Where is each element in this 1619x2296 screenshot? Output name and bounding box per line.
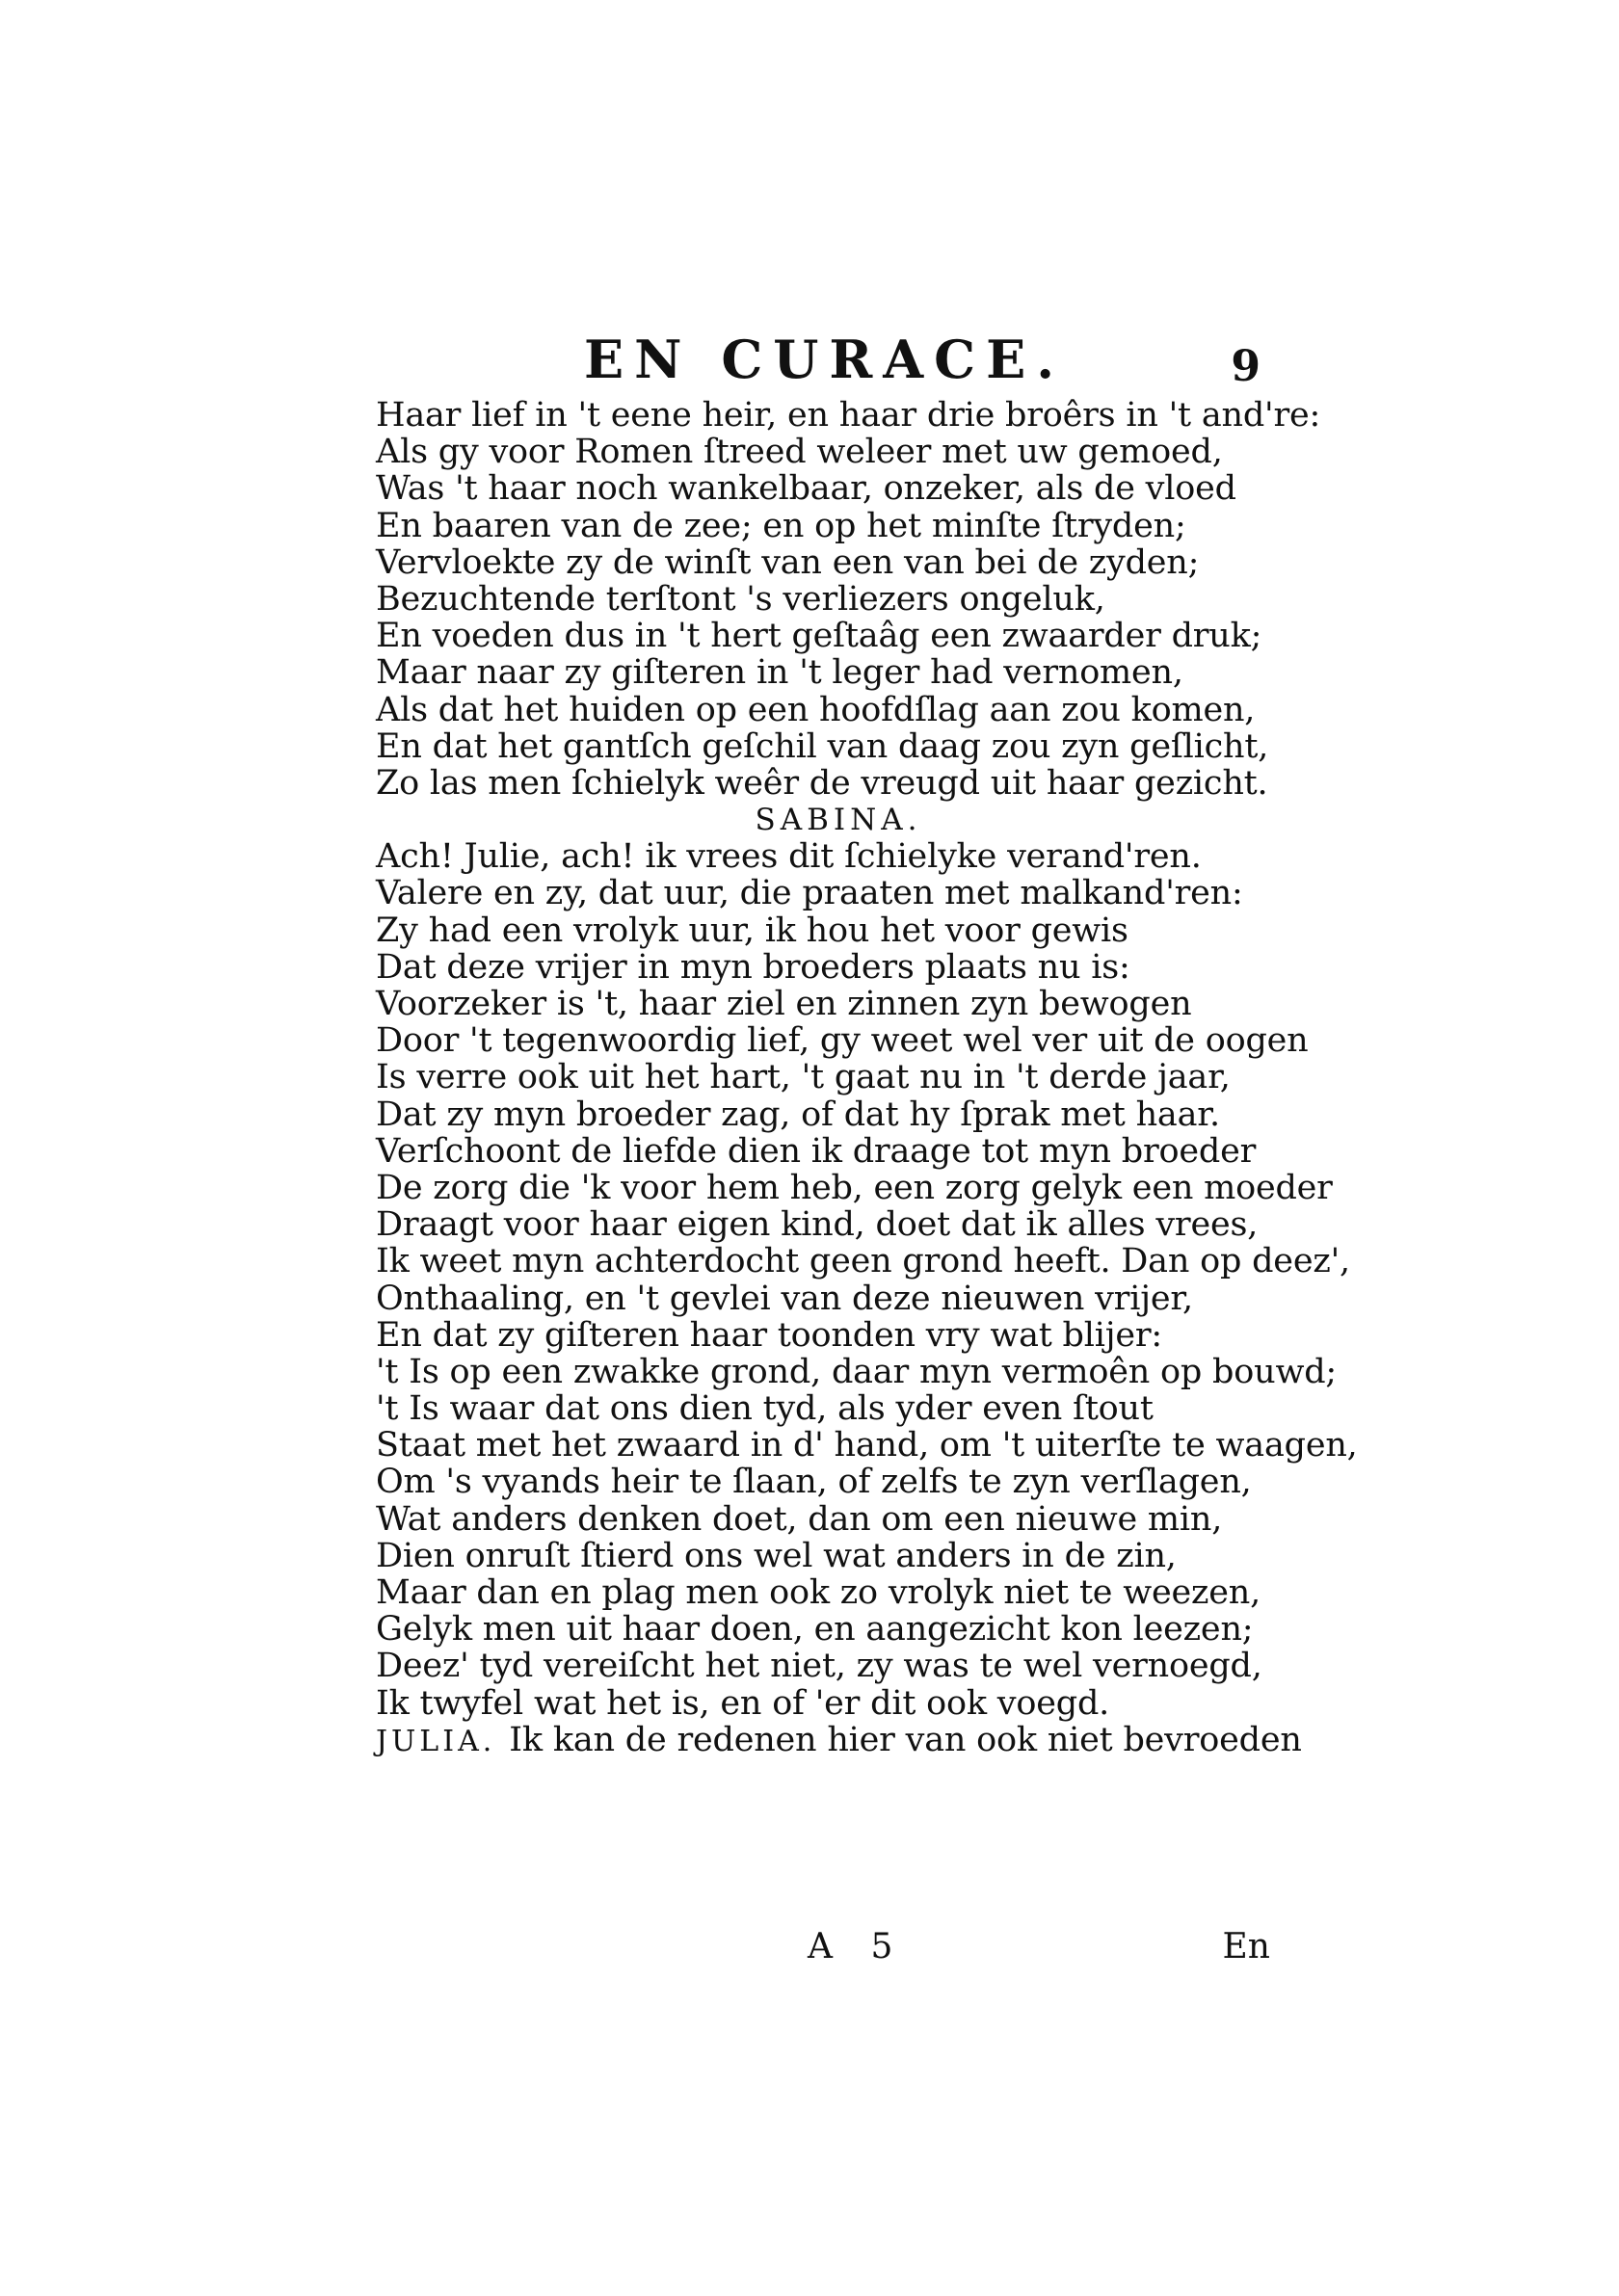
verse-line: En voeden dus in 't hert geſtaâg een zwaarder druk;: [376, 617, 1262, 656]
verse-line: Dat deze vrijer in myn broeders plaats nu is:: [376, 947, 1130, 987]
page-header: [376, 326, 1272, 393]
verse-line: Valere en zy, dat uur, die praaten met malkand'ren:: [376, 874, 1243, 913]
running-title: EN CURACE.: [584, 329, 1066, 390]
verse-line: Staat met het zwaard in d' hand, om 't uiterſte te waagen,: [376, 1426, 1358, 1465]
verse-line: Maar dan en plag men ook zo vrolyk niet te weezen,: [376, 1573, 1261, 1612]
final-verse-line: [376, 1720, 1302, 1759]
verse-line: Is verre ook uit het hart, 't gaat nu in 't derde jaar,: [376, 1058, 1231, 1097]
verse-line: Haar lief in 't eene heir, en haar drie broêrs in 't and're:: [376, 396, 1321, 435]
verse-line: Maar naar zy giſteren in 't leger had vernomen,: [376, 653, 1183, 693]
verse-line: Draagt voor haar eigen kind, doet dat ik alles vrees,: [376, 1205, 1259, 1245]
verse-line: Ik twyfel wat het is, en of 'er dit ook voegd.: [376, 1683, 1110, 1723]
verse-line: Ik weet myn achterdocht geen grond heeft. Dan op deez',: [376, 1242, 1350, 1281]
catchword: En: [1222, 1927, 1270, 1966]
verse-line: En dat het gantſch geſchil van daag zou zyn geſlicht,: [376, 726, 1269, 766]
verse-line: Gelyk men uit haar doen, en aangezicht kon leezen;: [376, 1610, 1254, 1649]
verse-line: Verſchoont de liefde dien ik draage tot myn broeder: [376, 1131, 1257, 1171]
verse-line: Zo las men ſchielyk weêr de vreugd uit haar gezicht.: [376, 763, 1268, 803]
verse-line: Ach! Julie, ach! ik vrees dit ſchielyke verand'ren.: [376, 837, 1202, 877]
verse-line: Was 't haar noch wankelbaar, onzeker, als de vloed: [376, 469, 1236, 509]
verse-line: 't Is op een zwakke grond, daar myn vermoên op bouwd;: [376, 1352, 1338, 1391]
signature-mark: A 5: [808, 1927, 907, 1966]
verse-line: Dat zy myn broeder zag, of dat hy ſprak met haar.: [376, 1095, 1220, 1134]
verse-line: Om 's vyands heir te ſlaan, of zelfs te zyn verſlagen,: [376, 1463, 1252, 1502]
verse-line: Wat anders denken doet, dan om een nieuwe min,: [376, 1499, 1223, 1539]
verse-line: Voorzeker is 't, haar ziel en zinnen zyn bewogen: [376, 985, 1192, 1023]
final-line-text: Ik kan de redenen hier van ook niet bevroeden: [509, 1720, 1302, 1759]
verse-line: Als dat het huiden op een hoofdſlag aan zou komen,: [376, 690, 1256, 729]
page-footer: [376, 1926, 1282, 1968]
speaker-heading-sabina: SABINA.: [755, 803, 922, 838]
verse-line: Bezuchtende terſtont 's verliezers ongeluk,: [376, 579, 1105, 619]
verse-line: En dat zy giſteren haar toonden vry wat blijer:: [376, 1315, 1163, 1355]
verse-line: Zy had een vrolyk uur, ik hou het voor gewis: [376, 910, 1128, 950]
verse-line: Dien onruſt ſtierd ons wel wat anders in de zin,: [376, 1536, 1177, 1575]
verse-line: 't Is waar dat ons dien tyd, als yder even ſtout: [376, 1389, 1154, 1429]
speaker-label-julia: JULIA.: [376, 1724, 496, 1758]
verse-line: Door 't tegenwoordig lief, gy weet wel ver uit de oogen: [376, 1021, 1309, 1061]
verse-line: Onthaaling, en 't gevlei van deze nieuwen vrijer,: [376, 1279, 1193, 1318]
verse-line: Deez' tyd vereiſcht het niet, zy was te wel vernoegd,: [376, 1647, 1262, 1686]
verse-line: Vervloekte zy de winſt van een van bei de zyden;: [376, 542, 1200, 582]
page-number: 9: [1231, 342, 1261, 391]
verse-line: Als gy voor Romen ſtreed weleer met uw gemoed,: [376, 433, 1223, 472]
verse-line: En baaren van de zee; en op het minſte ſtryden;: [376, 506, 1186, 545]
verse-text: [376, 396, 1358, 1759]
verse-line: De zorg die 'k voor hem heb, een zorg gelyk een moeder: [376, 1168, 1333, 1207]
